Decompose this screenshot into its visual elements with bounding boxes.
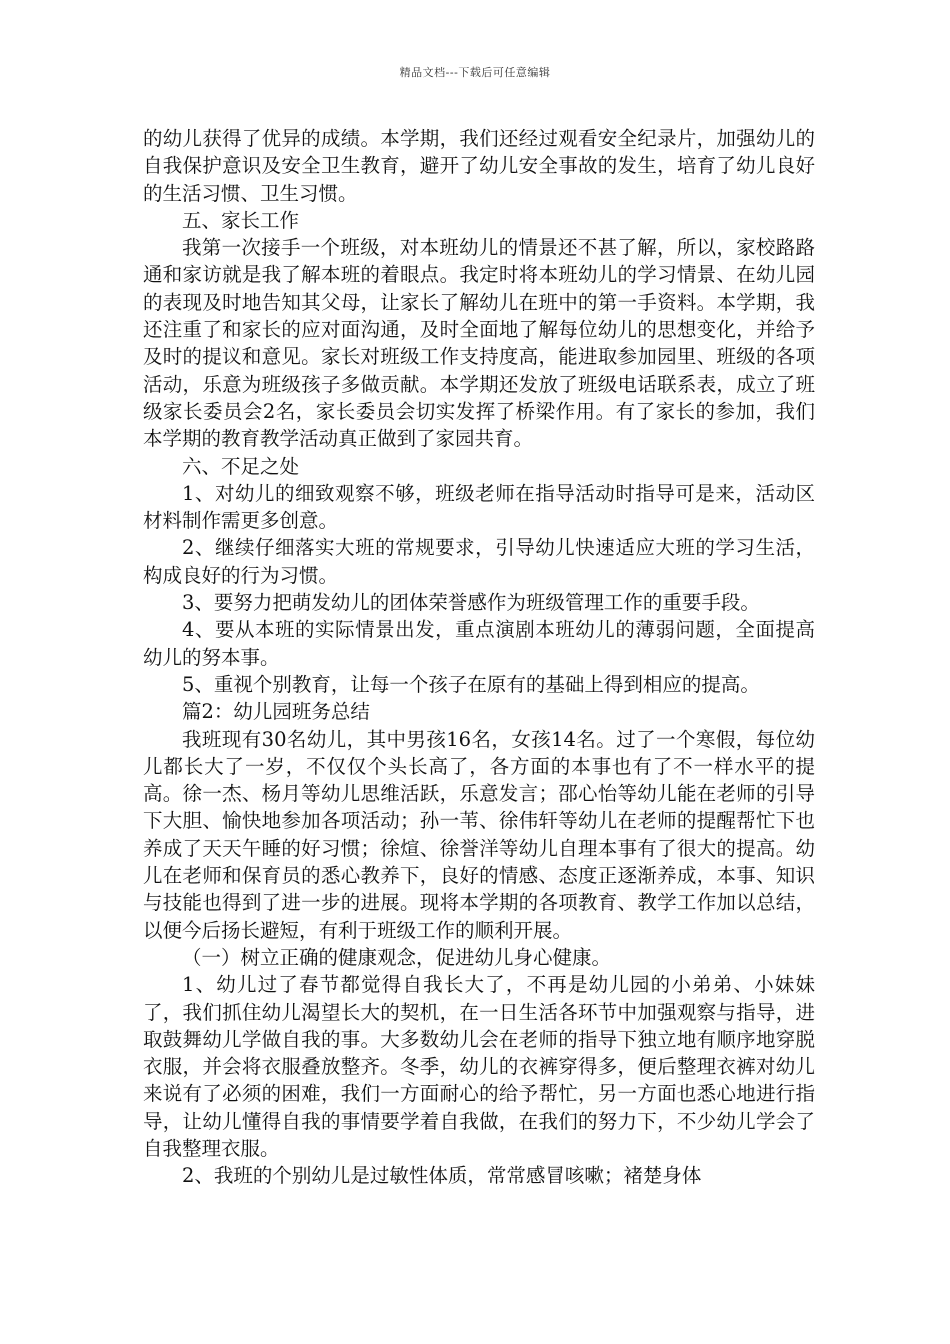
paragraph-parent-work: 我第一次接手一个班级，对本班幼儿的情景还不甚了解，所以，家校路路通和家访就是我了解本班的着眼点。我定时将本班幼儿的学习情景、在幼儿园的表现及时地告知其父母，让家长了解幼儿在班中的第一手资料。本学期，我还注重了和家长的应对面沟通，及时全面地了解每位幼儿的思想变化，并给予及时的提议和意见。家长对班级工作支持度高，能进取参加园里、班级的各项活动，乐意为班级孩子多做贡献。本学期还发放了班级电话联系表，成立了班级家长委员会2名，家长委员会切实发挥了桥梁作用。有了家长的参加，我们本学期的教育教学活动真正做到了家园共育。 [143,236,815,451]
heading-article-2: 篇2：幼儿园班务总结 [182,700,370,724]
paragraph-shortcoming-2: 2、继续仔细落实大班的常规要求，引导幼儿快速适应大班的学习生活，构成良好的行为习惯。 [143,536,815,587]
heading-parent-work: 五、家长工作 [182,208,300,232]
page-header: 精品文档---下载后可任意编辑 [399,66,551,79]
paragraph-safety-ending: 的幼儿获得了优异的成绩。本学期，我们还经过观看安全纪录片，加强幼儿的自我保护意识及安全卫生教育，避开了幼儿安全事故的发生，培育了幼儿良好的生活习惯、卫生习惯。 [143,127,815,205]
paragraph-shortcoming-1: 1、对幼儿的细致观察不够，班级老师在指导活动时指导可是来，活动区材料制作需更多创意。 [143,481,815,533]
heading-shortcomings: 六、不足之处 [182,454,300,478]
paragraph-shortcoming-3: 3、要努力把萌发幼儿的团体荣誉感作为班级管理工作的重要手段。 [182,591,760,615]
paragraph-shortcoming-5: 5、重视个别教育，让每一个孩子在原有的基础上得到相应的提高。 [182,672,760,696]
document-body [143,125,815,1190]
paragraph-health-2: 2、我班的个别幼儿是过敏性体质，常常感冒咳嗽；褚楚身体 [182,1164,702,1188]
paragraph-class-overview: 我班现有30名幼儿，其中男孩16名，女孩14名。过了一个寒假，每位幼儿都长大了一岁，不仅仅个头长高了，各方面的本事也有了不一样水平的提高。徐一杰、杨月等幼儿思维活跃，乐意发言；邵心怡等幼儿能在老师的引导下大胆、愉快地参加各项活动；孙一苇、徐伟轩等幼儿在老师的提醒帮忙下也养成了天天午睡的好习惯；徐煊、徐誉洋等幼儿自理本事有了很大的提高。幼儿在老师和保育员的悉心教养下，良好的情感、态度正逐渐养成，本事、知识与技能也得到了进一步的进展。现将本学期的各项教育、教学工作加以总结，以便今后扬长避短，有利于班级工作的顺利开展。 [143,727,815,942]
paragraph-shortcoming-4: 4、要从本班的实际情景出发，重点演剧本班幼儿的薄弱问题，全面提高幼儿的努本事。 [143,618,815,669]
heading-health-concept: （一）树立正确的健康观念，促进幼儿身心健康。 [182,945,612,969]
paragraph-health-1: 1、幼儿过了春节都觉得自我长大了，不再是幼儿园的小弟弟、小妹妹了，我们抓住幼儿渴望长大的契机，在一日生活各环节中加强观察与指导，进取鼓舞幼儿学做自我的事。大多数幼儿会在老师的指导下独立地有顺序地穿脱衣服，并会将衣服叠放整齐。冬季，幼儿的衣裤穿得多，便后整理衣裤对幼儿来说有了必须的困难，我们一方面耐心的给予帮忙，另一方面也悉心地进行指导，让幼儿懂得自我的事情要学着自我做，在我们的努力下，不少幼儿学会了自我整理衣服。 [143,973,815,1160]
